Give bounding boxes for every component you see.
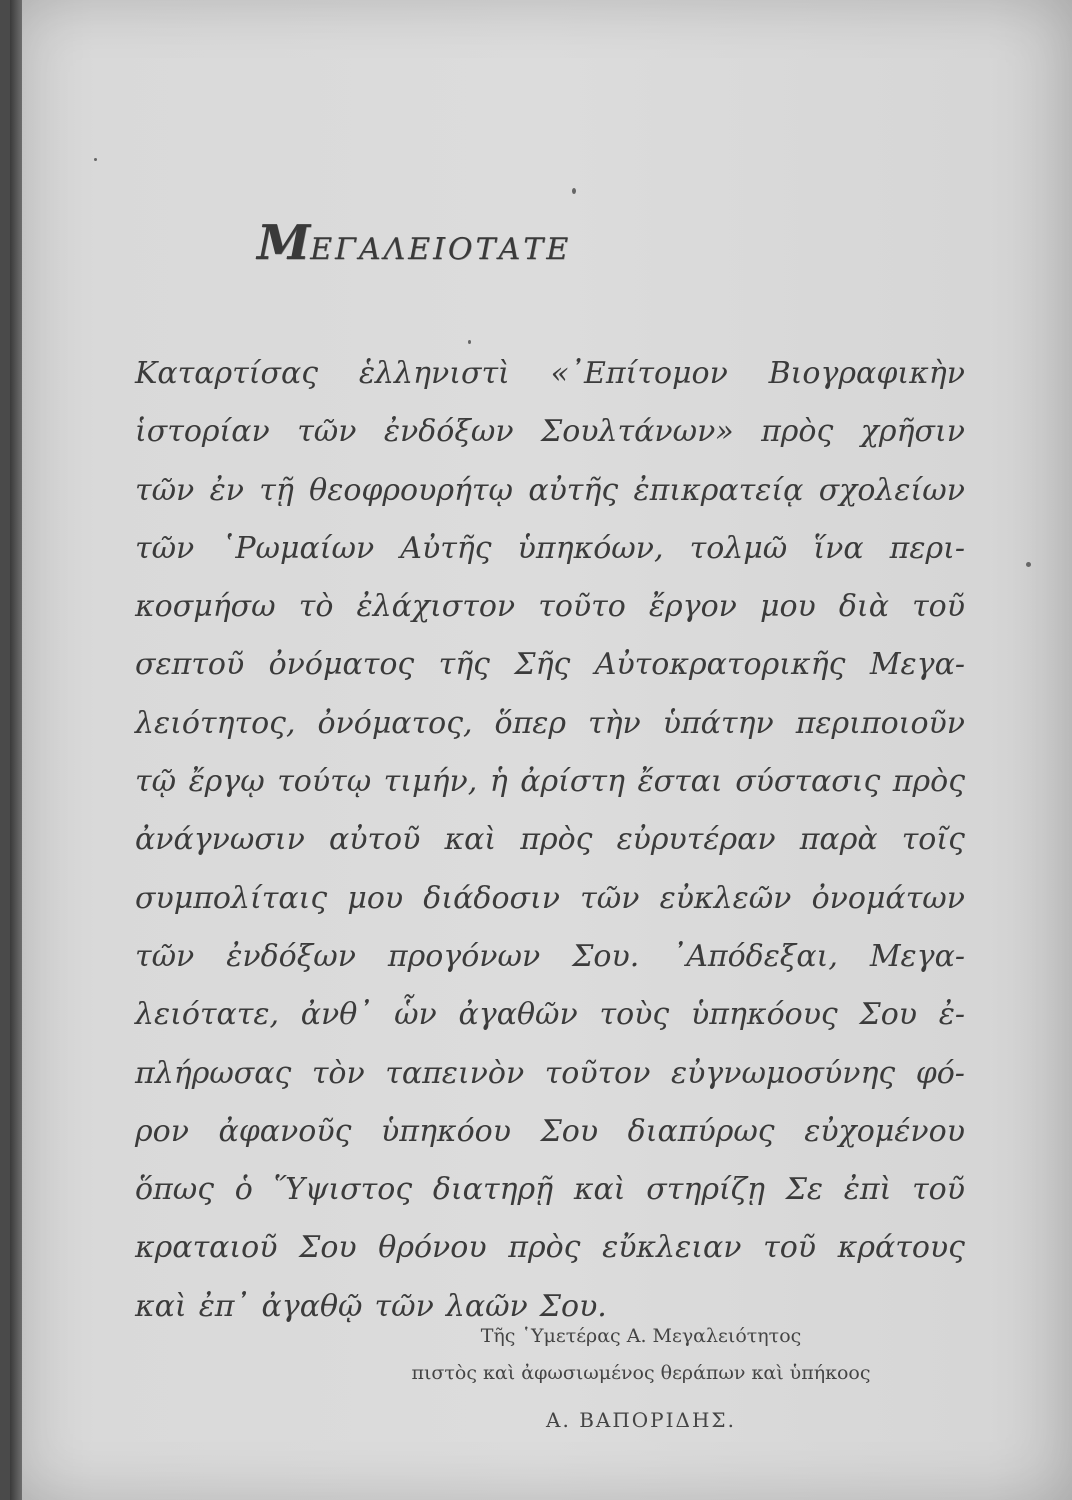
word: ὅπως: [135, 1172, 215, 1208]
word: Σου: [859, 997, 917, 1033]
word: τοῦ: [912, 589, 965, 625]
word: ῾Ρωμαίων: [220, 530, 375, 566]
word: σύστασις: [735, 764, 881, 800]
word: ἐλάχιστον: [356, 589, 516, 625]
word: κραταιοῦ: [135, 1230, 278, 1266]
word: καὶ: [135, 1288, 187, 1324]
text-line: [135, 520, 965, 578]
word: εὐχομένου: [804, 1113, 965, 1149]
text-line: [135, 695, 965, 753]
word: ἐπ᾿: [198, 1288, 250, 1324]
word: ὀνόματος,: [317, 705, 473, 741]
word: ὅπερ: [494, 705, 567, 741]
word: Μεγα-: [869, 647, 965, 683]
text-line: [135, 811, 965, 869]
heading-rest: ΕΓΑΛΕΙΟΤΑΤΕ: [310, 232, 572, 267]
word: τοῦ: [763, 1230, 817, 1266]
word: Σουλτάνων»: [541, 414, 734, 450]
word: εὔκλειαν: [602, 1230, 742, 1266]
word: αὐτῆς: [528, 472, 619, 508]
word: προγόνων: [387, 938, 541, 974]
word: ἐνδόξων: [383, 414, 514, 450]
paper-speck: [572, 188, 576, 194]
word: φό-: [915, 1055, 965, 1091]
word: καὶ: [573, 1172, 626, 1208]
word: θρόνου: [378, 1230, 487, 1266]
word: λαῶν: [445, 1288, 528, 1324]
word: πρὸς: [508, 1230, 581, 1266]
word: κράτους: [837, 1230, 965, 1266]
text-line: [135, 1045, 965, 1103]
word: Σου.: [539, 1288, 607, 1324]
text-line: [135, 462, 965, 520]
word: ἱστορίαν: [135, 414, 270, 450]
word: ἀφανοῦς: [218, 1113, 352, 1149]
text-line: [135, 1219, 965, 1277]
word: τῶν: [580, 880, 640, 916]
word: ἀγαθῷ: [261, 1288, 363, 1324]
word: καὶ: [444, 822, 497, 858]
word: τὸν: [311, 1055, 365, 1091]
word: τῷ: [135, 764, 177, 800]
word: σεπτοῦ: [135, 647, 245, 683]
text-line: [135, 1103, 965, 1161]
word: ἵνα: [813, 530, 864, 566]
word: τοῦτον: [544, 1055, 651, 1091]
word: τῶν: [135, 472, 195, 508]
word: ἐνδόξων: [226, 938, 356, 974]
word: χρῆσιν: [860, 414, 965, 450]
word: τῇ: [259, 472, 294, 508]
word: τῆς: [438, 647, 490, 683]
word: Σου: [540, 1113, 599, 1149]
word: ἑλληνιστὶ: [358, 356, 510, 391]
word: θεοφρουρήτῳ: [309, 472, 513, 508]
word: ἐπικρατείᾳ: [633, 472, 804, 508]
word: Ὕψιστος: [273, 1172, 413, 1208]
word: εὐκλεῶν: [659, 880, 792, 916]
word: αὐτοῦ: [328, 822, 421, 858]
word: ἀρίστη: [520, 764, 625, 800]
word: ὑπηκόων,: [517, 530, 664, 566]
word: διαπύρως: [627, 1113, 775, 1149]
word: Σε: [785, 1172, 824, 1208]
word: «᾿Επίτομον: [550, 356, 728, 391]
word: ταπεινὸν: [385, 1055, 525, 1091]
word: πρὸς: [892, 764, 965, 800]
word: ἐ-: [938, 997, 965, 1033]
word: ὑπηκόου: [381, 1113, 511, 1149]
word: ἔσται: [637, 764, 723, 800]
paper-speck: [468, 340, 471, 344]
word: Αὐτοκρατορικῆς: [594, 647, 846, 683]
word: ᾿Απόδεξαι,: [671, 938, 838, 974]
word: διάδοσιν: [423, 880, 560, 916]
word: μου: [347, 880, 404, 916]
word: τοῦ: [912, 1172, 965, 1208]
word: τῶν: [135, 530, 195, 566]
word: διὰ: [838, 589, 889, 625]
word: ἔργον: [648, 589, 737, 625]
text-line: [135, 345, 965, 403]
word: ὑπηκόους: [690, 997, 838, 1033]
word: μου: [759, 589, 816, 625]
word: περιποιοῦν: [795, 705, 965, 741]
paper-speck: [94, 158, 97, 161]
word: ἡ: [489, 764, 508, 800]
word: τοῦτο: [538, 589, 626, 625]
text-line: [135, 870, 965, 928]
word: τολμῶ: [689, 530, 788, 566]
word: συμπολίταις: [135, 880, 328, 916]
word: ἐπὶ: [843, 1172, 892, 1208]
word: σχολείων: [818, 472, 965, 508]
word: τῶν: [374, 1288, 434, 1324]
paper-speck: [1026, 562, 1031, 567]
word: Σου: [299, 1230, 357, 1266]
word: κοσμήσω: [135, 589, 276, 625]
word: ὁ: [234, 1172, 253, 1208]
word: τὸ: [298, 589, 334, 625]
word: ὑπάτην: [662, 705, 774, 741]
word: ἀγαθῶν: [458, 997, 578, 1033]
page-left-edge: [10, 0, 22, 1500]
word: τὴν: [587, 705, 641, 741]
word: Καταρτίσας: [135, 356, 319, 391]
signature-line-1: Τῆς ῾Υμετέρας Α. Μεγαλειότητος: [480, 1325, 802, 1347]
text-line: [135, 403, 965, 461]
word: εὐρυτέραν: [616, 822, 776, 858]
word: πρὸς: [761, 414, 834, 450]
word: λειότητος,: [135, 705, 296, 741]
text-line: [135, 753, 965, 811]
word: ὧν: [394, 997, 437, 1033]
text-line: [135, 578, 965, 636]
word: τούτῳ: [277, 764, 372, 800]
word: διατηρῇ: [432, 1172, 554, 1208]
word: Βιογραφικὴν: [768, 356, 965, 391]
word: τοῖς: [901, 822, 965, 858]
word: περι-: [889, 530, 965, 566]
word: τιμήν,: [383, 764, 478, 800]
word: Σῆς: [514, 647, 571, 683]
word: ἀνάγνωσιν: [135, 822, 305, 858]
word: Αὐτῆς: [400, 530, 492, 566]
text-line: [135, 928, 965, 986]
word: ἔργῳ: [188, 764, 265, 800]
text-line: [135, 1161, 965, 1219]
word: λειότατε,: [135, 997, 280, 1033]
page-sheet: [10, 0, 1072, 1500]
word: τοὺς: [599, 997, 670, 1033]
word: πλήρωσας: [135, 1055, 292, 1091]
word: εὐγνωμοσύνης: [670, 1055, 896, 1091]
text-line: [135, 986, 965, 1044]
word: στηρίζῃ: [646, 1172, 765, 1208]
word: ἀνθ᾿: [300, 997, 373, 1033]
text-line: [135, 636, 965, 694]
word: τῶν: [297, 414, 357, 450]
heading-initial: Μ: [257, 215, 311, 271]
signature-name: Α. ΒΑΠΟΡΙΔΗΣ.: [546, 1408, 736, 1432]
word: ρον: [135, 1113, 189, 1149]
word: Σου.: [572, 938, 640, 974]
word: Μεγα-: [869, 938, 965, 974]
word: ἐν: [209, 472, 244, 508]
signature-line-2: πιστὸς καὶ ἀφωσιωμένος θεράπων καὶ ὑπήκοος: [411, 1362, 871, 1384]
word: πρὸς: [520, 822, 593, 858]
dedication-heading: [257, 215, 571, 271]
word: παρὰ: [799, 822, 878, 858]
dedication-body: [135, 345, 965, 1336]
word: τῶν: [135, 938, 195, 974]
word: ὀνομάτων: [811, 880, 965, 916]
word: ὀνόματος: [268, 647, 415, 683]
